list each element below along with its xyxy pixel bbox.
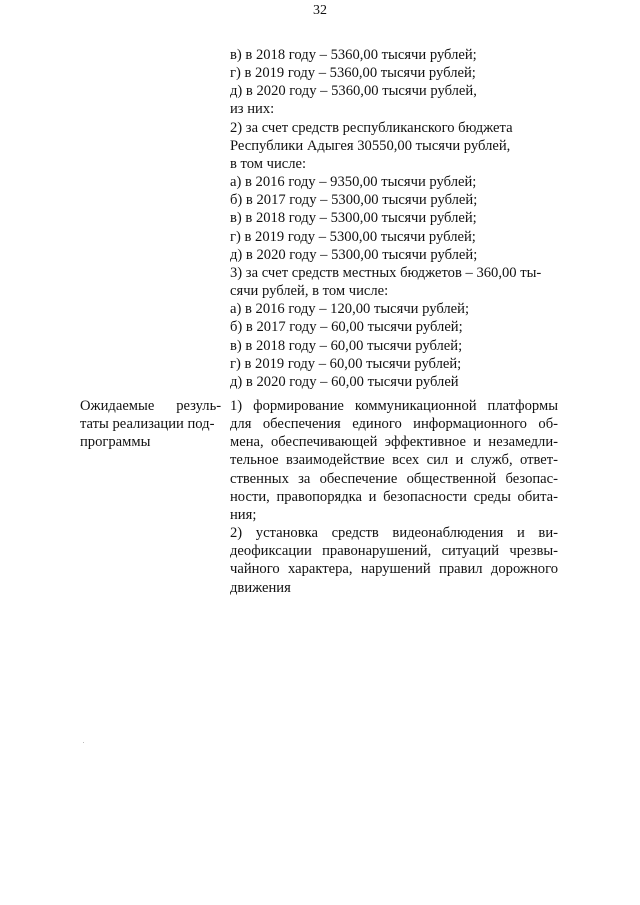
funding-line: г) в 2019 году – 5360,00 тысячи рублей;	[230, 65, 476, 82]
funding-line: г) в 2019 году – 60,00 тысячи рублей;	[230, 355, 462, 372]
funding-line: в) в 2018 году – 60,00 тысячи рублей;	[230, 337, 463, 354]
funding-line: в) в 2018 году – 5360,00 тысячи рублей;	[230, 47, 477, 63]
funding-line: из них:	[230, 101, 275, 118]
results-text-line: 1) формирование коммуникационной платформы	[230, 398, 558, 414]
funding-line: д) в 2020 году – 5300,00 тысячи рублей;	[230, 246, 478, 263]
funding-line: д) в 2020 году – 60,00 тысячи рублей	[230, 373, 459, 390]
results-text-line: движения	[230, 579, 291, 596]
funding-line: г) в 2019 году – 5300,00 тысячи рублей;	[230, 228, 476, 245]
scan-speck	[83, 742, 84, 743]
results-text-line: чайного характера, нарушений правил дорожного	[230, 561, 558, 578]
results-description	[230, 397, 558, 597]
funding-line: сячи рублей, в том числе:	[230, 283, 389, 300]
page-number: 32	[313, 3, 327, 18]
funding-line: Республики Адыгея 30550,00 тысячи рублей,	[230, 137, 511, 154]
funding-line: 2) за счет средств республиканского бюджета	[230, 119, 513, 136]
funding-line: д) в 2020 году – 5360,00 тысячи рублей,	[230, 83, 477, 100]
results-text-line: ния;	[230, 506, 257, 523]
results-text-line: для обеспечения единого информационного об-	[230, 416, 558, 433]
results-text-line: 2) установка средств видеонаблюдения и ви-	[230, 525, 558, 542]
funding-line: а) в 2016 году – 120,00 тысячи рублей;	[230, 301, 470, 318]
funding-line: а) в 2016 году – 9350,00 тысячи рублей;	[230, 174, 477, 191]
results-label-line: Ожидаемые резуль-	[80, 398, 222, 414]
funding-line: в) в 2018 году – 5300,00 тысячи рублей;	[230, 210, 477, 227]
results-label	[80, 397, 220, 451]
results-text-line: мена, обеспечивающей эффективное и незамедли-	[230, 434, 558, 451]
results-label-line: таты реализации под-	[80, 416, 215, 433]
results-text-line: деофиксации правонарушений, ситуаций чрезвы-	[230, 543, 558, 560]
funding-line: б) в 2017 году – 60,00 тысячи рублей;	[230, 319, 463, 336]
funding-line: б) в 2017 году – 5300,00 тысячи рублей;	[230, 192, 478, 209]
results-text-line: тельное взаимодействие всех сил и служб, ответ-	[230, 452, 558, 469]
results-text-line: ственных за обеспечение общественной безопас-	[230, 470, 558, 487]
funding-continuation	[230, 46, 560, 391]
results-text-line: ности, правопорядка и безопасности среды обита-	[230, 488, 558, 505]
funding-line: 3) за счет средств местных бюджетов – 360,00 ты-	[230, 264, 542, 281]
funding-line: в том числе:	[230, 155, 307, 172]
results-label-line: программы	[80, 434, 151, 451]
